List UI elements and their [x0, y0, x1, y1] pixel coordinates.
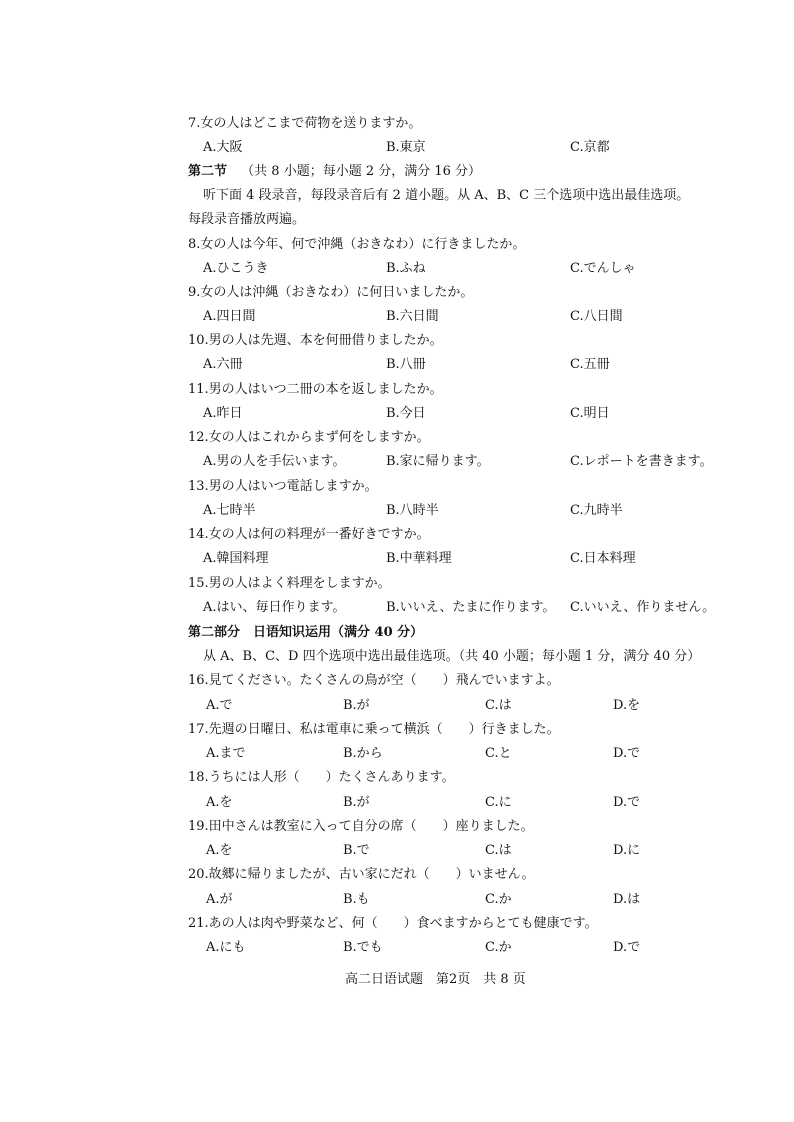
q13-option-a: A.七時半 [203, 503, 256, 518]
section-2-header [188, 165, 481, 178]
page-footer: 高二日语试题 第2页 共 8 页 [345, 972, 526, 987]
q19-option-a: A.を [206, 843, 233, 858]
q15-option-a: A.はい、毎日作ります。 [203, 600, 346, 615]
q9-option-b: B.六日間 [386, 309, 439, 324]
question-17-text: 17.先週の日曜日、私は電車に乗って横浜（ ）行きました。 [188, 722, 560, 737]
question-7-text: 7.女の人はどこまで荷物を送りますか。 [188, 116, 422, 131]
question-18-text: 18.うちには人形（ ）たくさんあります。 [188, 770, 455, 785]
question-14-text: 14.女の人は何の料理が一番好きですか。 [188, 527, 430, 542]
q18-option-b: B.が [343, 795, 370, 810]
section-2-meta: （共 8 小题；每小题 2 分，满分 16 分） [241, 164, 482, 179]
q21-option-c: C.か [485, 940, 512, 955]
q9-option-a: A.四日間 [203, 309, 256, 324]
question-9-text: 9.女の人は沖縄（おきなわ）に何日いましたか。 [188, 285, 474, 300]
part-2-title: 第二部分 日语知识运用（满分 40 分） [188, 625, 424, 640]
q18-option-c: C.に [485, 795, 512, 810]
question-11-text: 11.男の人はいつ二冊の本を返しましたか。 [188, 382, 443, 397]
q7-option-c: C.京都 [570, 140, 610, 155]
q14-option-a: A.韓国料理 [203, 551, 269, 566]
q7-option-a: A.大阪 [203, 140, 243, 155]
q11-option-b: B.今日 [386, 406, 426, 421]
q21-option-b: B.でも [343, 940, 383, 955]
question-19-text: 19.田中さんは教室に入って自分の席（ ）座りました。 [188, 819, 534, 834]
q14-option-b: B.中華料理 [386, 551, 452, 566]
section-2-instruction-line-1: 听下面 4 段录音，每段录音后有 2 道小题。从 A、B、C 三个选项中选出最佳选项。 [203, 188, 690, 203]
q8-option-a: A.ひこうき [203, 261, 269, 276]
question-20-text: 20.故郷に帰りましたが、古い家にだれ（ ）いません。 [188, 867, 535, 882]
q20-option-a: A.が [206, 892, 233, 907]
q10-option-b: B.八冊 [386, 357, 426, 372]
question-10-text: 10.男の人は先週、本を何冊借りましたか。 [188, 333, 443, 348]
q7-option-b: B.東京 [386, 140, 426, 155]
q12-option-b: B.家に帰ります。 [386, 454, 490, 469]
q21-option-a: A.にも [206, 940, 246, 955]
q20-option-d: D.は [613, 892, 641, 907]
q8-option-c: C.でんしゃ [570, 261, 636, 276]
q17-option-d: D.で [613, 746, 641, 761]
q20-option-b: B.も [343, 892, 370, 907]
section-2-instruction-line-2: 每段录音播放两遍。 [188, 212, 306, 227]
question-16-text: 16.見てください。たくさんの鳥が空（ ）飛んでいますよ。 [188, 673, 560, 688]
part-2-instruction: 从 A、B、C、D 四个选项中选出最佳选项。（共 40 小题；每小题 1 分，满分 40 分） [203, 649, 701, 664]
q11-option-a: A.昨日 [203, 406, 243, 421]
q17-option-b: B.から [343, 746, 383, 761]
q12-option-a: A.男の人を手伝います。 [203, 454, 346, 469]
q19-option-b: B.で [343, 843, 370, 858]
question-21-text: 21.あの人は肉や野菜など、何（ ）食べますからとても健康です。 [188, 916, 598, 931]
q17-option-a: A.まで [206, 746, 246, 761]
q13-option-c: C.九時半 [570, 503, 623, 518]
q9-option-c: C.八日間 [570, 309, 623, 324]
q13-option-b: B.八時半 [386, 503, 439, 518]
question-12-text: 12.女の人はこれからまず何をしますか。 [188, 430, 430, 445]
question-15-text: 15.男の人はよく料理をしますか。 [188, 576, 391, 591]
q21-option-d: D.で [613, 940, 641, 955]
q16-option-d: D.を [613, 698, 641, 713]
q12-option-c: C.レポートを書きます。 [570, 454, 713, 469]
question-8-text: 8.女の人は今年、何で沖縄（おきなわ）に行きましたか。 [188, 237, 526, 252]
q18-option-a: A.を [206, 795, 233, 810]
q15-option-b: B.いいえ、たまに作ります。 [386, 600, 556, 615]
q8-option-b: B.ふね [386, 261, 426, 276]
q14-option-c: C.日本料理 [570, 551, 636, 566]
q16-option-b: B.が [343, 698, 370, 713]
q20-option-c: C.か [485, 892, 512, 907]
section-2-title: 第二节 [188, 164, 228, 179]
q16-option-c: C.は [485, 698, 512, 713]
q19-option-c: C.は [485, 843, 512, 858]
q15-option-c: C.いいえ、作りません。 [570, 600, 716, 615]
q19-option-d: D.に [613, 843, 641, 858]
q11-option-c: C.明日 [570, 406, 610, 421]
question-13-text: 13.男の人はいつ電話しますか。 [188, 479, 378, 494]
q10-option-c: C.五冊 [570, 357, 610, 372]
q17-option-c: C.と [485, 746, 512, 761]
q10-option-a: A.六冊 [203, 357, 243, 372]
q16-option-a: A.で [206, 698, 233, 713]
q18-option-d: D.で [613, 795, 641, 810]
